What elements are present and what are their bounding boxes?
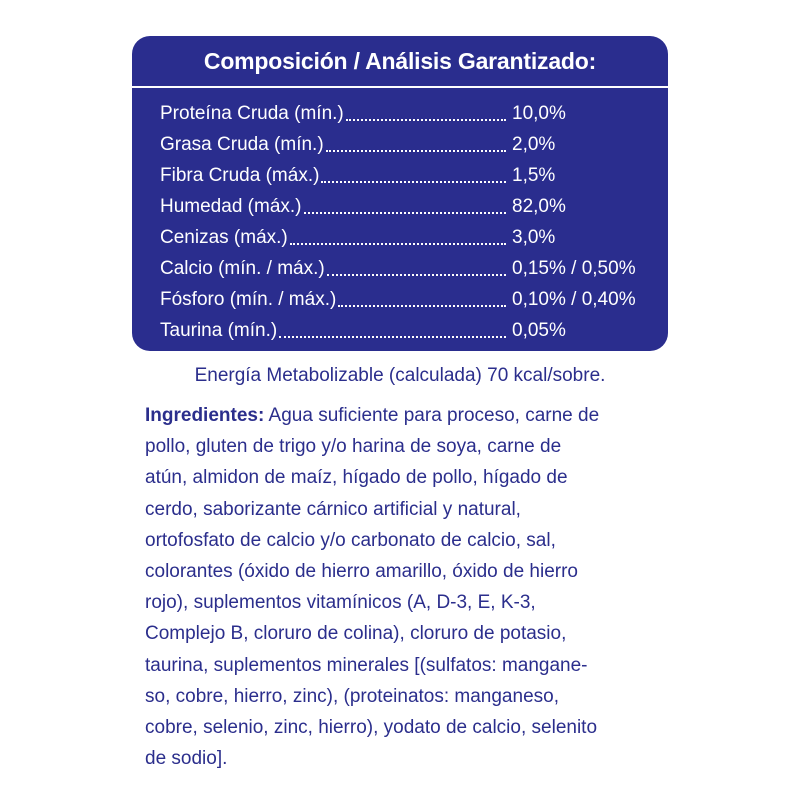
analysis-row (132, 129, 668, 160)
analysis-label: Cenizas (máx.) (160, 227, 288, 248)
ingredients-line: de sodio]. (145, 748, 228, 770)
analysis-value: 1,5% (512, 165, 556, 186)
analysis-row (132, 284, 668, 315)
analysis-value: 0,05% (512, 320, 566, 341)
analysis-list (132, 88, 668, 346)
analysis-row (132, 315, 668, 346)
analysis-value: 10,0% (512, 103, 566, 124)
dot-leader (321, 179, 506, 183)
ingredients-heading: Ingredientes: (145, 405, 265, 426)
analysis-label: Calcio (mín. / máx.) (160, 258, 325, 279)
dot-leader (327, 272, 506, 276)
analysis-value: 0,15% / 0,50% (512, 258, 636, 279)
dot-leader (326, 148, 506, 152)
analysis-value: 0,10% / 0,40% (512, 289, 636, 310)
analysis-label: Fósforo (mín. / máx.) (160, 289, 337, 310)
ingredients-line: Complejo B, cloruro de colina), cloruro de potasio, (145, 623, 567, 645)
ingredients-line: atún, almidon de maíz, hígado de pollo, hígado de (145, 467, 568, 489)
dot-leader (279, 334, 506, 338)
ingredients-line: pollo, gluten de trigo y/o harina de soya, carne de (145, 436, 562, 458)
analysis-row (132, 191, 668, 222)
analysis-label: Proteína Cruda (mín.) (160, 103, 344, 124)
ingredients-line: so, cobre, hierro, zinc), (proteinatos: manganeso, (145, 685, 559, 707)
guaranteed-analysis-panel (132, 36, 668, 351)
ingredients-line: taurina, suplementos minerales [(sulfatos: mangane- (145, 654, 588, 676)
panel-title: Composición / Análisis Garantizado: (203, 48, 597, 74)
analysis-value: 3,0% (512, 227, 556, 248)
analysis-label: Humedad (máx.) (160, 196, 302, 217)
analysis-row (132, 160, 668, 191)
analysis-label: Fibra Cruda (máx.) (160, 165, 320, 186)
dot-leader (338, 303, 506, 307)
ingredients-paragraph (145, 400, 665, 774)
ingredients-line: rojo), suplementos vitamínicos (A, D-3, E, K-3, (145, 592, 536, 614)
analysis-row (132, 222, 668, 253)
ingredients-line: Agua suficiente para proceso, carne de (264, 405, 600, 426)
dot-leader (304, 210, 506, 214)
analysis-row (132, 98, 668, 129)
energy-statement: Energía Metabolizable (calculada) 70 kcal/sobre. (194, 365, 606, 386)
ingredients-line: ortofosfato de calcio y/o carbonato de calcio, sal, (145, 529, 556, 551)
analysis-label: Taurina (mín.) (160, 320, 278, 341)
dot-leader (290, 241, 506, 245)
analysis-label: Grasa Cruda (mín.) (160, 134, 324, 155)
ingredients-first-line (145, 400, 665, 431)
analysis-row (132, 253, 668, 284)
ingredients-line: colorantes (óxido de hierro amarillo, óxido de hierro (145, 561, 579, 583)
analysis-value: 82,0% (512, 196, 566, 217)
analysis-value: 2,0% (512, 134, 556, 155)
ingredients-line: cobre, selenio, zinc, hierro), yodato de calcio, selenito (145, 717, 598, 739)
ingredients-line: cerdo, saborizante cárnico artificial y natural, (145, 498, 521, 520)
dot-leader (346, 117, 506, 121)
